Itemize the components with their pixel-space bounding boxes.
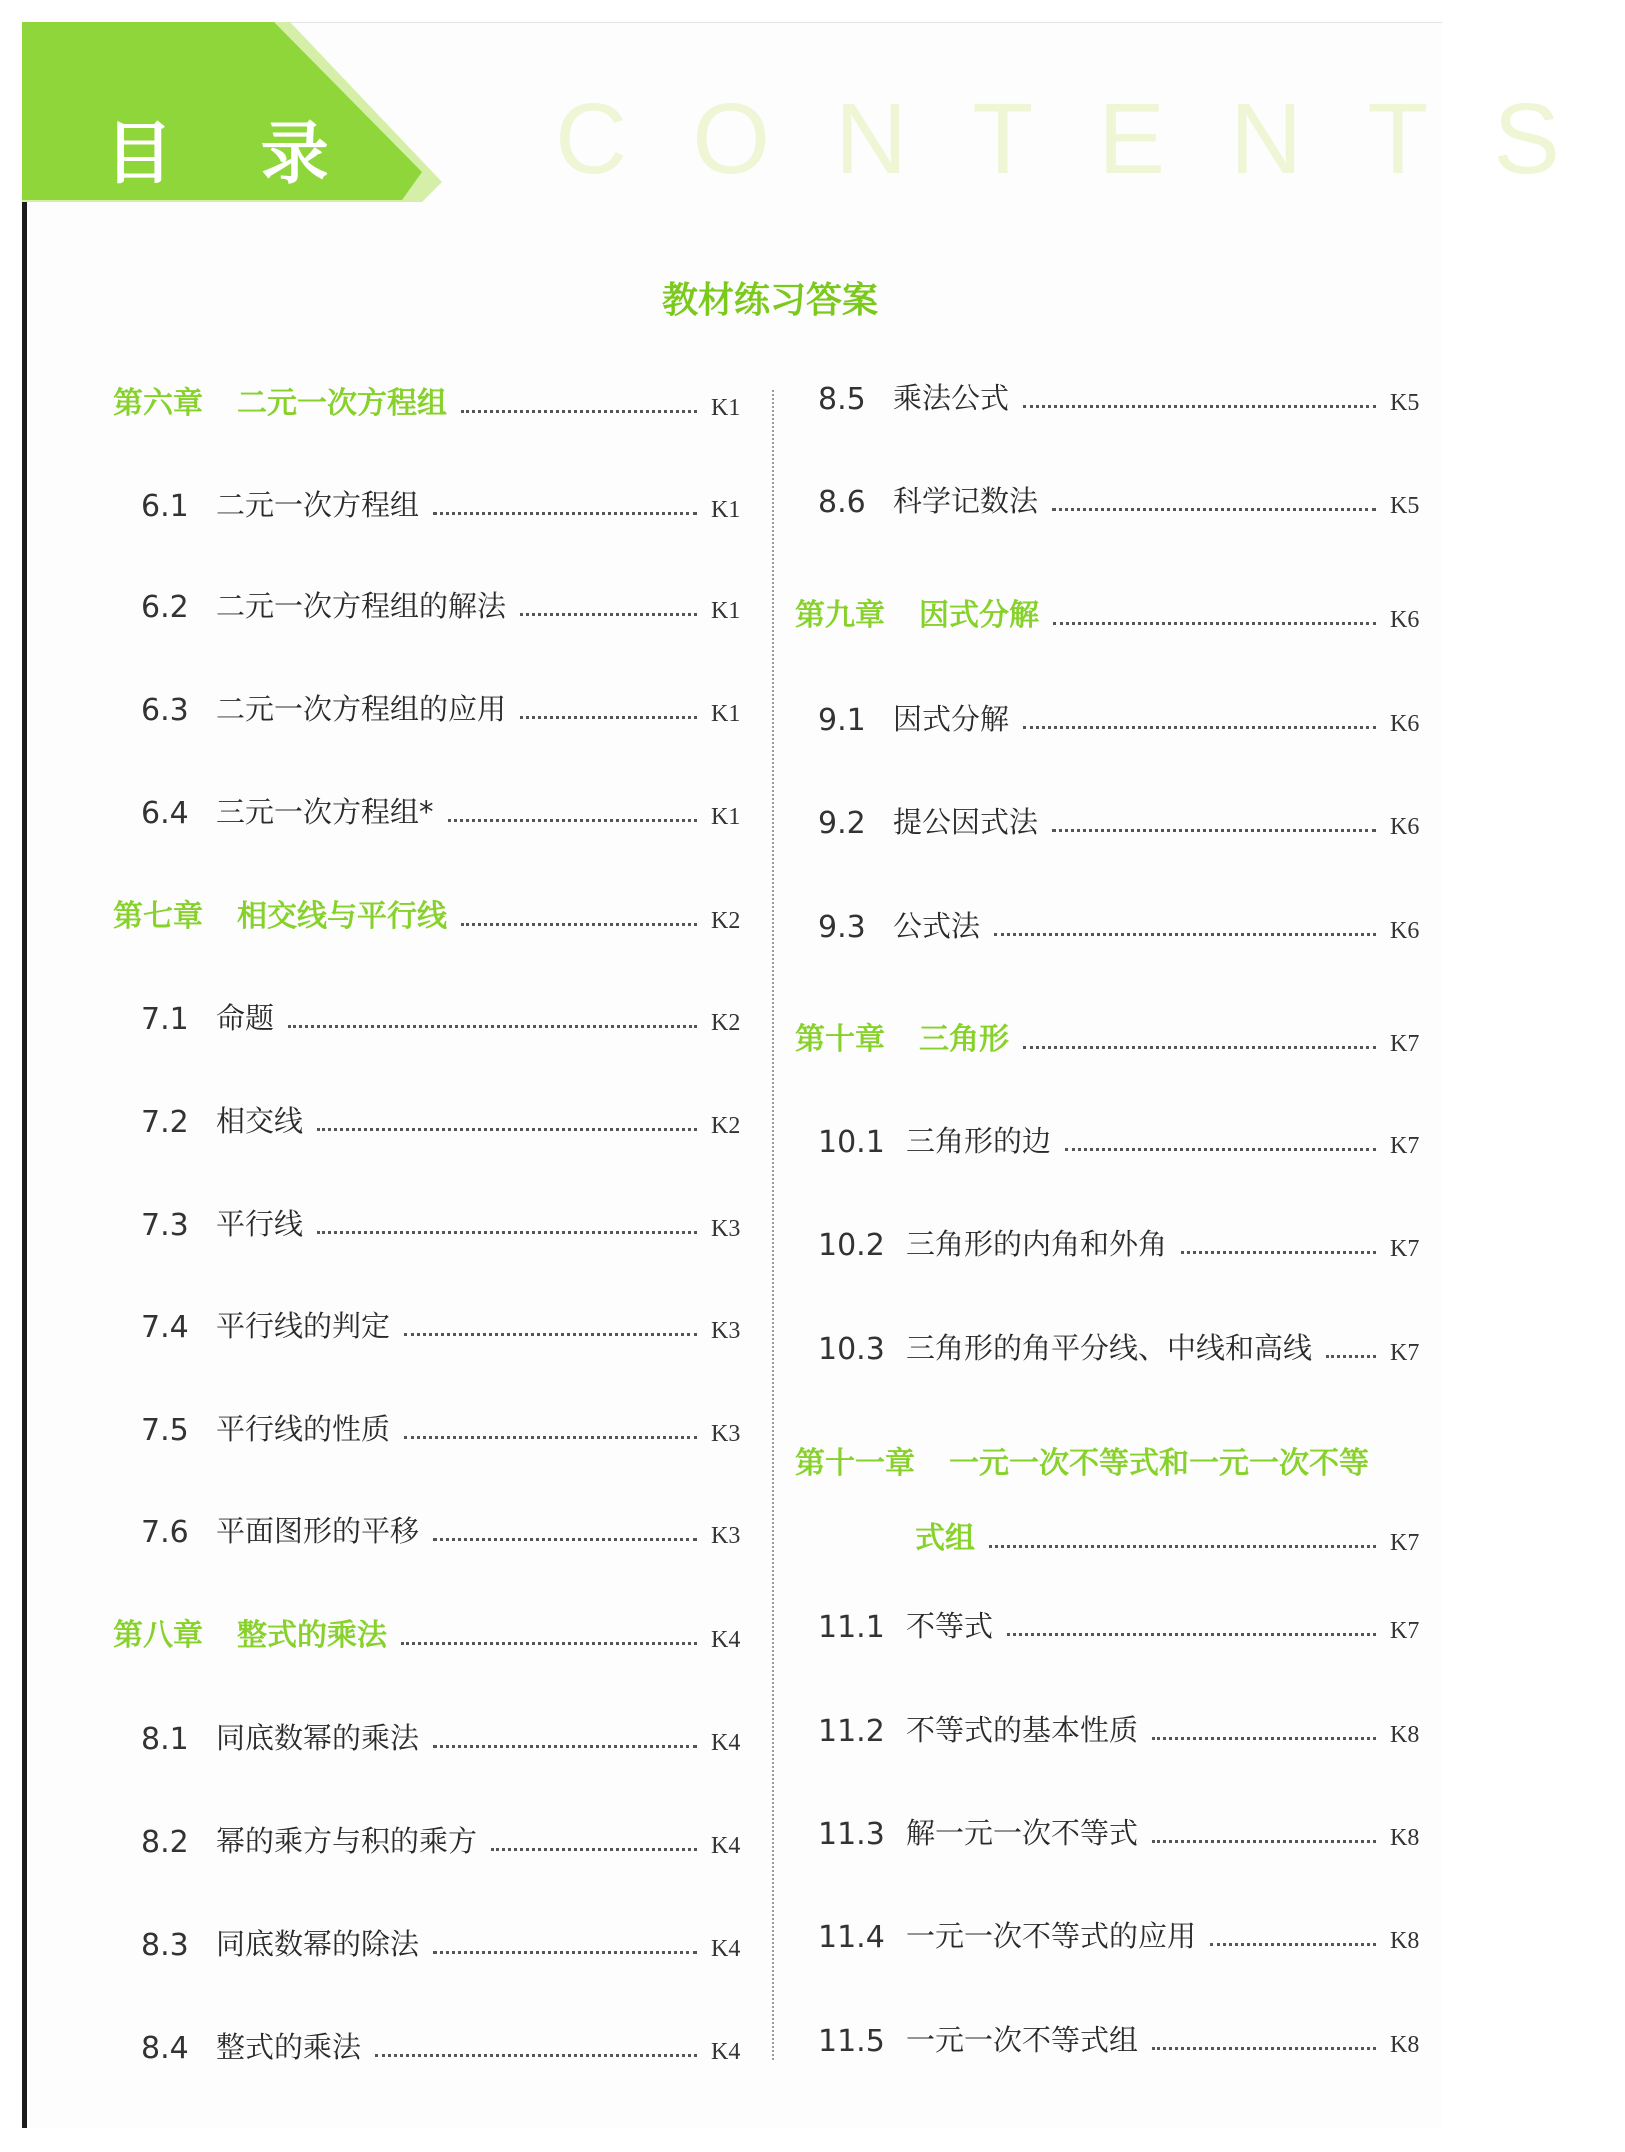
chapter-title: 二元一次方程组 (237, 386, 447, 421)
section-entry[interactable] (818, 905, 1430, 945)
page-number: K2 (711, 908, 741, 934)
section-number: 6.2 (141, 590, 189, 625)
section-number: 9.1 (818, 703, 866, 738)
section-entry[interactable] (141, 997, 751, 1037)
section-title: 平面图形的平移 (216, 1514, 420, 1548)
page-number: K8 (1390, 1825, 1420, 1851)
dot-leader (989, 1545, 1376, 1548)
section-title: 提公因式法 (893, 805, 1039, 839)
section-title: 命题 (216, 1001, 275, 1035)
section-title: 平行线的判定 (216, 1309, 391, 1343)
page-number: K3 (711, 1421, 741, 1447)
section-entry[interactable] (141, 2026, 751, 2066)
page-number: K1 (711, 598, 741, 624)
chapter-label: 第十一章 (795, 1446, 915, 1481)
section-number: 10.1 (818, 1125, 885, 1160)
page-number: K5 (1390, 390, 1420, 416)
dot-leader (994, 933, 1376, 936)
section-entry[interactable] (141, 1717, 751, 1757)
dot-leader (404, 1436, 697, 1439)
dot-leader (433, 1951, 697, 1954)
section-number: 6.1 (141, 489, 189, 524)
section-entry[interactable] (818, 1812, 1430, 1852)
dot-leader (461, 410, 697, 413)
section-number: 10.2 (818, 1228, 885, 1263)
section-number: 8.4 (141, 2031, 189, 2066)
page-number: K3 (711, 1523, 741, 1549)
section-title: 解一元一次不等式 (906, 1816, 1139, 1850)
section-entry[interactable] (141, 585, 751, 625)
section-number: 8.3 (141, 1928, 189, 1963)
section-number: 7.2 (141, 1105, 189, 1140)
section-title: 不等式的基本性质 (906, 1713, 1139, 1747)
section-title: 三角形的内角和外角 (906, 1227, 1168, 1261)
section-title: 幂的乘方与积的乘方 (216, 1824, 478, 1858)
chapter-entry[interactable] (795, 594, 1430, 634)
section-subtitle: 教材练习答案 (661, 280, 878, 321)
page-number: K3 (711, 1318, 741, 1344)
dot-leader (461, 923, 697, 926)
dot-leader (1152, 1840, 1376, 1843)
section-entry[interactable] (141, 1100, 751, 1140)
dot-leader (433, 1745, 697, 1748)
dot-leader (1007, 1633, 1376, 1636)
section-entry[interactable] (818, 1709, 1430, 1749)
dot-leader (448, 819, 697, 822)
page-number: K8 (1390, 1722, 1420, 1748)
dot-leader (1023, 405, 1376, 408)
dot-leader (520, 716, 697, 719)
section-title: 科学记数法 (893, 484, 1039, 518)
section-entry[interactable] (818, 698, 1430, 738)
page-number: K6 (1390, 918, 1420, 944)
page-number: K6 (1390, 607, 1420, 633)
page-number: K7 (1390, 1340, 1420, 1366)
dot-leader (1152, 2047, 1376, 2050)
dot-leader (1053, 622, 1376, 625)
section-entry[interactable] (141, 484, 751, 524)
page-number: K4 (711, 2039, 741, 2065)
dot-leader (433, 1538, 697, 1541)
section-entry[interactable] (818, 801, 1430, 841)
dot-leader (317, 1128, 697, 1131)
section-title: 三角形的角平分线、中线和高线 (906, 1331, 1313, 1365)
page-number: K3 (711, 1216, 741, 1242)
section-number: 9.2 (818, 806, 866, 841)
section-title: 不等式 (906, 1609, 994, 1643)
page-number: K1 (711, 395, 741, 421)
chapter-label: 第九章 (795, 598, 885, 633)
section-title: 因式分解 (893, 702, 1010, 736)
section-entry[interactable] (818, 1605, 1430, 1645)
section-entry[interactable] (818, 480, 1430, 520)
section-title: 平行线 (216, 1207, 304, 1241)
section-title: 整式的乘法 (216, 2030, 362, 2064)
section-entry[interactable] (141, 688, 751, 728)
page-number: K7 (1390, 1031, 1420, 1057)
section-entry[interactable] (141, 791, 751, 831)
section-number: 7.1 (141, 1002, 189, 1037)
section-entry[interactable] (818, 1120, 1430, 1160)
section-entry[interactable] (141, 1408, 751, 1448)
contents-watermark: CONTENTS (555, 83, 1625, 195)
section-title: 平行线的性质 (216, 1412, 391, 1446)
section-entry[interactable] (818, 377, 1430, 417)
page-number: K4 (711, 1936, 741, 1962)
section-entry[interactable] (141, 1203, 751, 1243)
page-number: K5 (1390, 493, 1420, 519)
dot-leader (375, 2054, 697, 2057)
chapter-entry[interactable] (113, 895, 751, 935)
page-number: K7 (1390, 1133, 1420, 1159)
section-number: 10.3 (818, 1332, 885, 1367)
chapter-label: 第十章 (795, 1022, 885, 1057)
chapter-title: 整式的乘法 (237, 1618, 387, 1653)
section-number: 8.6 (818, 485, 866, 520)
section-entry[interactable] (141, 1510, 751, 1550)
section-number: 6.3 (141, 693, 189, 728)
page-number: K7 (1390, 1236, 1420, 1262)
page-number: K1 (711, 804, 741, 830)
dot-leader (1023, 726, 1376, 729)
chapter-title-continuation: 式组 (915, 1521, 975, 1556)
section-number: 8.5 (818, 382, 866, 417)
page-number: K8 (1390, 1928, 1420, 1954)
section-number: 11.2 (818, 1714, 885, 1749)
section-number: 11.3 (818, 1817, 885, 1852)
section-title: 同底数幂的乘法 (216, 1721, 420, 1755)
dot-leader (404, 1333, 697, 1336)
section-title: 相交线 (216, 1104, 304, 1138)
dot-leader (491, 1848, 697, 1851)
section-entry[interactable] (141, 1923, 751, 1963)
section-title: 同底数幂的除法 (216, 1927, 420, 1961)
column-divider (772, 390, 774, 2060)
section-entry[interactable] (818, 1223, 1430, 1263)
section-number: 7.4 (141, 1310, 189, 1345)
page-number: K4 (711, 1730, 741, 1756)
page-number: K4 (711, 1833, 741, 1859)
dot-leader (1052, 508, 1376, 511)
section-title: 公式法 (893, 909, 981, 943)
dot-leader (317, 1231, 697, 1234)
dot-leader (401, 1642, 697, 1645)
dot-leader (1326, 1355, 1376, 1358)
page-number: K6 (1390, 814, 1420, 840)
section-title: 三元一次方程组* (216, 795, 434, 829)
page-number: K7 (1390, 1530, 1420, 1556)
dot-leader (1065, 1148, 1376, 1151)
chapter-entry[interactable] (113, 382, 751, 422)
page-title: 目 录 (105, 115, 361, 194)
section-number: 7.5 (141, 1413, 189, 1448)
chapter-entry[interactable] (795, 1018, 1430, 1058)
section-entry[interactable] (818, 2019, 1430, 2059)
section-entry[interactable] (818, 1327, 1430, 1367)
chapter-title: 三角形 (919, 1022, 1009, 1057)
section-title: 一元一次不等式组 (906, 2023, 1139, 2057)
section-entry[interactable] (141, 1305, 751, 1345)
dot-leader (433, 512, 697, 515)
chapter-label: 第七章 (113, 899, 203, 934)
section-number: 11.5 (818, 2024, 885, 2059)
section-title: 二元一次方程组的解法 (216, 589, 507, 623)
section-number: 9.3 (818, 910, 866, 945)
chapter-entry[interactable] (113, 1614, 751, 1654)
page-number: K8 (1390, 2032, 1420, 2058)
dot-leader (1023, 1046, 1376, 1049)
section-entry[interactable] (818, 1915, 1430, 1955)
section-title: 乘法公式 (893, 381, 1010, 415)
section-number: 7.6 (141, 1515, 189, 1550)
chapter-title: 因式分解 (919, 598, 1039, 633)
page-number: K1 (711, 701, 741, 727)
page-number: K6 (1390, 711, 1420, 737)
chapter-label: 第八章 (113, 1618, 203, 1653)
section-number: 6.4 (141, 796, 189, 831)
page-number: K4 (711, 1627, 741, 1653)
page-number: K2 (711, 1113, 741, 1139)
page-number: K1 (711, 497, 741, 523)
section-number: 8.1 (141, 1722, 189, 1757)
chapter-label: 第六章 (113, 386, 203, 421)
section-number: 8.2 (141, 1825, 189, 1860)
page-number: K7 (1390, 1618, 1420, 1644)
dot-leader (1152, 1737, 1376, 1740)
dot-leader (1052, 829, 1376, 832)
section-title: 二元一次方程组 (216, 488, 420, 522)
dot-leader (288, 1025, 697, 1028)
dot-leader (520, 613, 697, 616)
chapter-entry-continuation[interactable] (915, 1517, 1430, 1557)
section-entry[interactable] (141, 1820, 751, 1860)
section-number: 11.1 (818, 1610, 885, 1645)
page-number: K2 (711, 1010, 741, 1036)
section-title: 三角形的边 (906, 1124, 1052, 1158)
chapter-title: 一元一次不等式和一元一次不等 (949, 1446, 1369, 1481)
dot-leader (1181, 1251, 1376, 1254)
chapter-entry[interactable] (795, 1442, 1430, 1482)
section-number: 7.3 (141, 1208, 189, 1243)
dot-leader (1210, 1943, 1376, 1946)
chapter-title: 相交线与平行线 (237, 899, 447, 934)
section-title: 一元一次不等式的应用 (906, 1919, 1197, 1953)
section-number: 11.4 (818, 1920, 885, 1955)
section-title: 二元一次方程组的应用 (216, 692, 507, 726)
